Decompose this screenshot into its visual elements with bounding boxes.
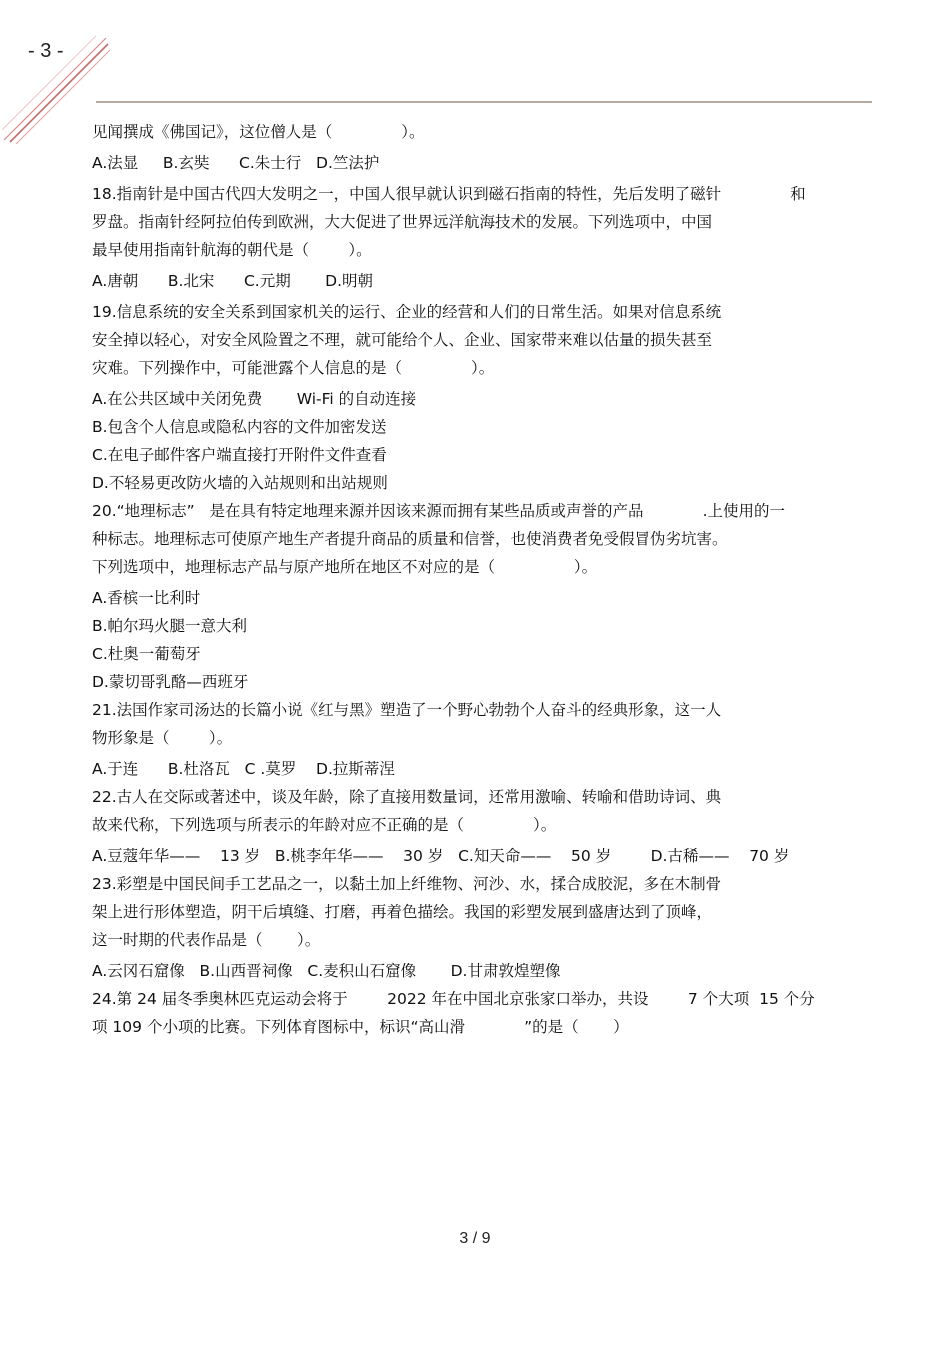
question-stem-line: 24.第 24 届冬季奥林匹克运动会将于 2022 年在中国北京张家口举办，共设 7 个大项 15 个分 <box>92 990 815 1008</box>
header-rule <box>96 101 872 103</box>
question-stem-line: 19.信息系统的安全关系到国家机关的运行、企业的经营和人们的日常生活。如果对信息系统 <box>92 303 722 321</box>
option-line: A.在公共区域中关闭免费 Wi-Fi 的自动连接 <box>92 390 417 408</box>
question-stem-line: 安全掉以轻心，对安全风险置之不理，就可能给个人、企业、国家带来难以估量的损失甚至 <box>92 331 713 349</box>
question-stem-line: 最早使用指南针航海的朝代是（ ）。 <box>92 241 372 259</box>
question-stem-line: 18.指南针是中国古代四大发明之一，中国人很早就认识到磁石指南的特性，先后发明了磁针 和 <box>92 185 806 203</box>
option-line: B.包含个人信息或隐私内容的文件加密发送 <box>92 418 387 436</box>
question-stem-line: 种标志。地理标志可使原产地生产者提升商品的质量和信誉，也使消费者免受假冒伪劣坑害。 <box>92 530 728 548</box>
question-block <box>92 497 872 696</box>
option-line: A.豆蔻年华—— 13 岁 B.桃李年华—— 30 岁 C.知天命—— 50 岁 D.古稀—— 70 岁 <box>92 847 790 865</box>
question-block <box>92 118 872 177</box>
question-stem-line: 见闻撰成《佛国记》，这位僧人是（ ）。 <box>92 123 425 141</box>
page-number: 3 / 9 <box>459 1230 491 1247</box>
option-line: D.不轻易更改防火墙的入站规则和出站规则 <box>92 474 388 492</box>
option-line: C.在电子邮件客户端直接打开附件文件查看 <box>92 446 387 464</box>
question-block <box>92 985 872 1041</box>
question-block <box>92 298 872 497</box>
option-line: B.帕尔玛火腿一意大利 <box>92 617 248 635</box>
question-stem-line: 项 109 个小项的比赛。下列体育图标中，标识“高山滑 ”的是（ ） <box>92 1018 629 1036</box>
question-stem-line: 这一时期的代表作品是（ ）。 <box>92 931 321 949</box>
question-block <box>92 696 872 783</box>
question-list <box>92 118 872 1041</box>
question-stem-line: 灾难。下列操作中，可能泄露个人信息的是（ ）。 <box>92 359 495 377</box>
question-stem-line: 故来代称，下列选项与所表示的年龄对应不正确的是（ ）。 <box>92 816 557 834</box>
option-line: C.杜奥一葡萄牙 <box>92 645 201 663</box>
question-block <box>92 180 872 295</box>
question-stem-line: 23.彩塑是中国民间手工艺品之一，以黏土加上纤维物、河沙、水，揉合成胶泥，多在木制骨 <box>92 875 722 893</box>
question-stem-line: 21.法国作家司汤达的长篇小说《红与黑》塑造了一个野心勃勃个人奋斗的经典形象，这一人 <box>92 701 722 719</box>
option-line: A.香槟一比利时 <box>92 589 201 607</box>
question-stem-line: 下列选项中，地理标志产品与原产地所在地区不对应的是（ ）。 <box>92 558 598 576</box>
question-stem-line: 20.“地理标志” 是在具有特定地理来源并因该来源而拥有某些品质或声誉的产品 .上使用的一 <box>92 502 786 520</box>
option-line: A.法显 B.玄奘 C.朱士行 D.竺法护 <box>92 154 380 172</box>
question-block <box>92 870 872 985</box>
question-block <box>92 783 872 870</box>
question-stem-line: 架上进行形体塑造，阴干后填缝、打磨，再着色描绘。我国的彩塑发展到盛唐达到了顶峰， <box>92 903 713 921</box>
option-line: D.蒙切哥乳酪—西班牙 <box>92 673 249 691</box>
question-stem-line: 罗盘。指南针经阿拉伯传到欧洲，大大促进了世界远洋航海技术的发展。下列选项中，中国 <box>92 213 713 231</box>
page-marker: - 3 - <box>28 40 64 62</box>
option-line: A.于连 B.杜洛瓦 C .莫罗 D.拉斯蒂涅 <box>92 760 395 778</box>
question-stem-line: 物形象是（ ）。 <box>92 729 233 747</box>
question-stem-line: 22.古人在交际或著述中，谈及年龄，除了直接用数量词，还常用激喻、转喻和借助诗词、典 <box>92 788 722 806</box>
option-line: A.唐朝 B.北宋 C.元期 D.明朝 <box>92 272 374 290</box>
option-line: A.云冈石窟像 B.山西晋祠像 C.麦积山石窟像 D.甘肃敦煌塑像 <box>92 962 561 980</box>
